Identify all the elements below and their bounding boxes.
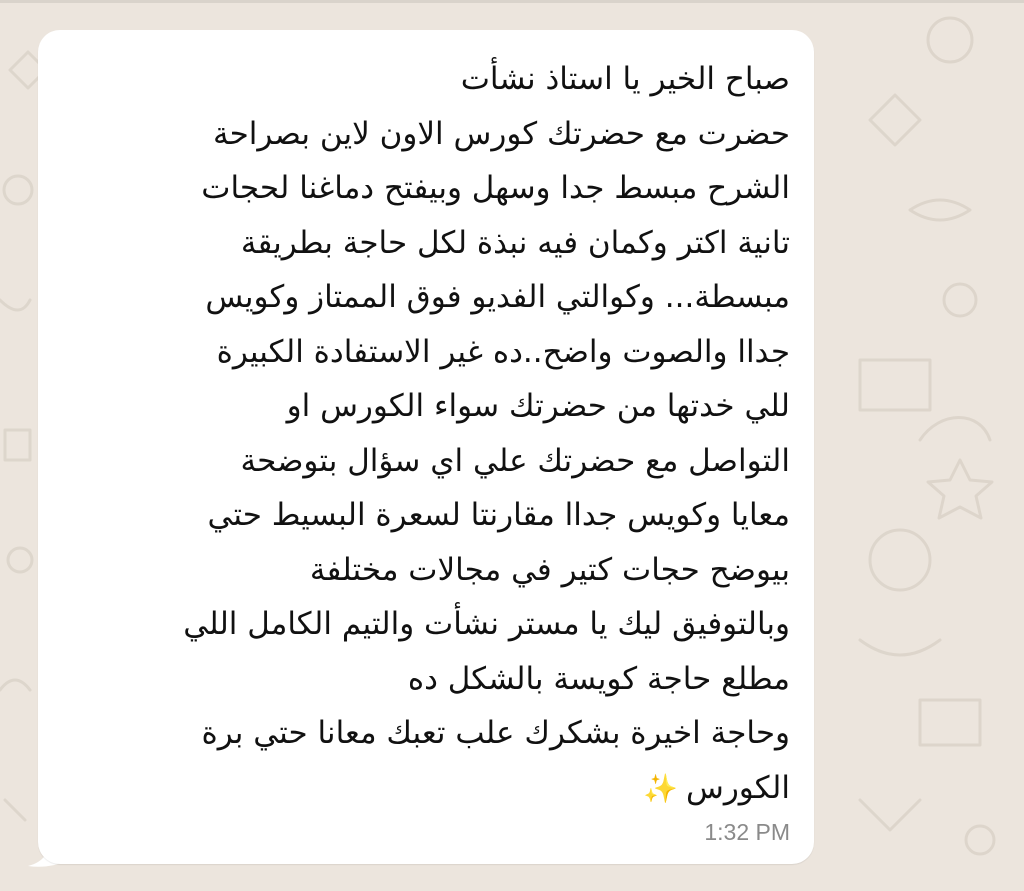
- message-line: تانية اكتر وكمان فيه نبذة لكل حاجة بطريقة: [240, 224, 790, 261]
- sparkles-icon: ✨: [643, 771, 678, 805]
- message-bubble[interactable]: [38, 30, 814, 864]
- message-line: مطلع حاجة كويسة بالشكل ده: [407, 660, 790, 697]
- message-text: [50, 52, 790, 815]
- message-line-last: [50, 761, 790, 816]
- message-line: وحاجة اخيرة بشكرك علب تعبك معانا حتي برة: [201, 715, 790, 751]
- message-line: بيوضح حجات كتير في مجالات مختلفة: [309, 551, 790, 588]
- message-line: وبالتوفيق ليك يا مستر نشأت والتيم الكامل اللي: [183, 606, 790, 642]
- message-line: جداا والصوت واضح..ده غير الاستفادة الكبيرة: [216, 333, 790, 370]
- message-line: الشرح مبسط جدا وسهل وبيفتح دماغنا لحجات: [201, 170, 790, 206]
- message-line: للي خدتها من حضرتك سواء الكورس او: [286, 388, 790, 424]
- message-line: مبسطة... وكوالتي الفديو فوق الممتاز وكويس: [205, 279, 790, 315]
- message-timestamp: 1:32 PM: [704, 819, 790, 845]
- message-line: معايا وكويس جداا مقارنتا لسعرة البسيط حتي: [207, 497, 790, 533]
- message-line: صباح الخير يا استاذ نشأت: [460, 61, 790, 97]
- message-line-text: الكورس: [685, 769, 790, 806]
- message-line: حضرت مع حضرتك كورس الاون لاين بصراحة: [213, 115, 790, 152]
- message-line: التواصل مع حضرتك علي اي سؤال بتوضحة: [240, 442, 790, 479]
